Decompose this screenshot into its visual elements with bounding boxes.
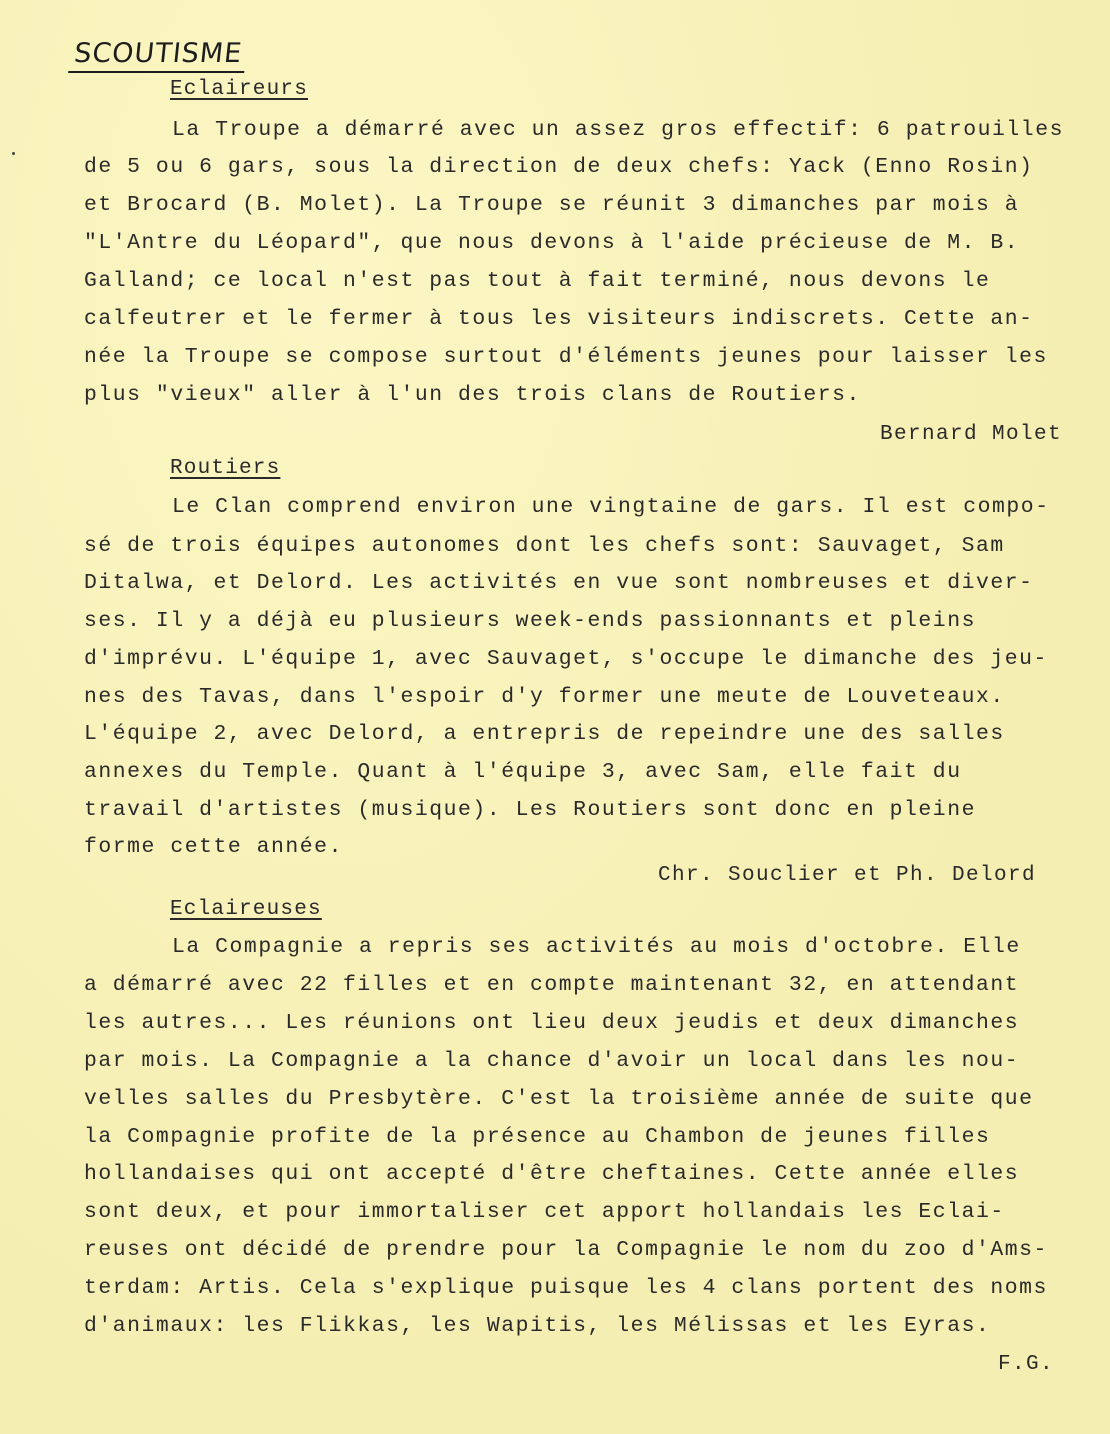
ink-speck [12,152,15,155]
paragraph-line: "L'Antre du Léopard", que nous devons à l'aide précieuse de M. B. [84,231,1020,255]
section-heading-eclaireuses: Eclaireuses [170,898,322,921]
signature: Bernard Molet [880,423,1063,446]
paragraph-line: la Compagnie profite de la présence au Chambon de jeunes filles [84,1125,991,1149]
paragraph-line: a démarré avec 22 filles et en compte maintenant 32, en attendant [84,973,1020,997]
paragraph-line: Le Clan comprend environ une vingtaine de gars. Il est compo- [172,495,1050,519]
paragraph-line: travail d'artistes (musique). Les Routiers sont donc en pleine [84,798,976,822]
paragraph-line: reuses ont décidé de prendre pour la Compagnie le nom du zoo d'Ams- [84,1238,1048,1262]
paragraph-line: et Brocard (B. Molet). La Troupe se réunit 3 dimanches par mois à [84,193,1020,217]
paragraph-line: Ditalwa, et Delord. Les activités en vue sont nombreuses et diver- [84,571,1034,595]
paragraph-line: ses. Il y a déjà eu plusieurs week-ends passionnants et pleins [84,609,976,633]
section-heading-eclaireurs: Eclaireurs [170,78,309,101]
paragraph-line: velles salles du Presbytère. C'est la troisième année de suite que [84,1087,1034,1111]
paragraph-line: hollandaises qui ont accepté d'être cheftaines. Cette année elles [84,1162,1020,1186]
paragraph-line: terdam: Artis. Cela s'explique puisque les 4 clans portent des noms [84,1276,1048,1300]
paragraph-line: d'animaux: les Flikkas, les Wapitis, les Mélissas et les Eyras. [84,1314,991,1338]
signature: Chr. Souclier et Ph. Delord [658,864,1037,887]
paragraph-line: Galland; ce local n'est pas tout à fait terminé, nous devons le [84,269,991,293]
paragraph-line: calfeutrer et le fermer à tous les visiteurs indiscrets. Cette an- [84,307,1034,331]
paragraph-line: par mois. La Compagnie a la chance d'avoir un local dans les nou- [84,1049,1020,1073]
page-title: SCOUTISME [68,38,248,73]
section-heading-routiers: Routiers [170,457,281,480]
paragraph-line: les autres... Les réunions ont lieu deux jeudis et deux dimanches [84,1011,1020,1035]
paragraph-line: L'équipe 2, avec Delord, a entrepris de repeindre une des salles [84,722,1005,746]
paragraph-line: plus "vieux" aller à l'un des trois clans de Routiers. [84,383,861,407]
signature: F.G. [998,1353,1055,1376]
paragraph-line: de 5 ou 6 gars, sous la direction de deux chefs: Yack (Enno Rosin) [84,155,1034,179]
paragraph-line: La Troupe a démarré avec un assez gros effectif: 6 patrouilles [172,118,1064,142]
paragraph-line: nes des Tavas, dans l'espoir d'y former une meute de Louveteaux. [84,685,1005,709]
paragraph-line: née la Troupe se compose surtout d'éléments jeunes pour laisser les [84,345,1048,369]
paragraph-line: La Compagnie a repris ses activités au mois d'octobre. Elle [172,935,1021,959]
paragraph-line: d'imprévu. L'équipe 1, avec Sauvaget, s'occupe le dimanche des jeu- [84,647,1048,671]
paragraph-line: sont deux, et pour immortaliser cet apport hollandais les Eclai- [84,1200,1005,1224]
paragraph-line: sé de trois équipes autonomes dont les chefs sont: Sauvaget, Sam [84,534,1005,558]
paragraph-line: annexes du Temple. Quant à l'équipe 3, avec Sam, elle fait du [84,760,962,784]
paragraph-line: forme cette année. [84,835,343,859]
